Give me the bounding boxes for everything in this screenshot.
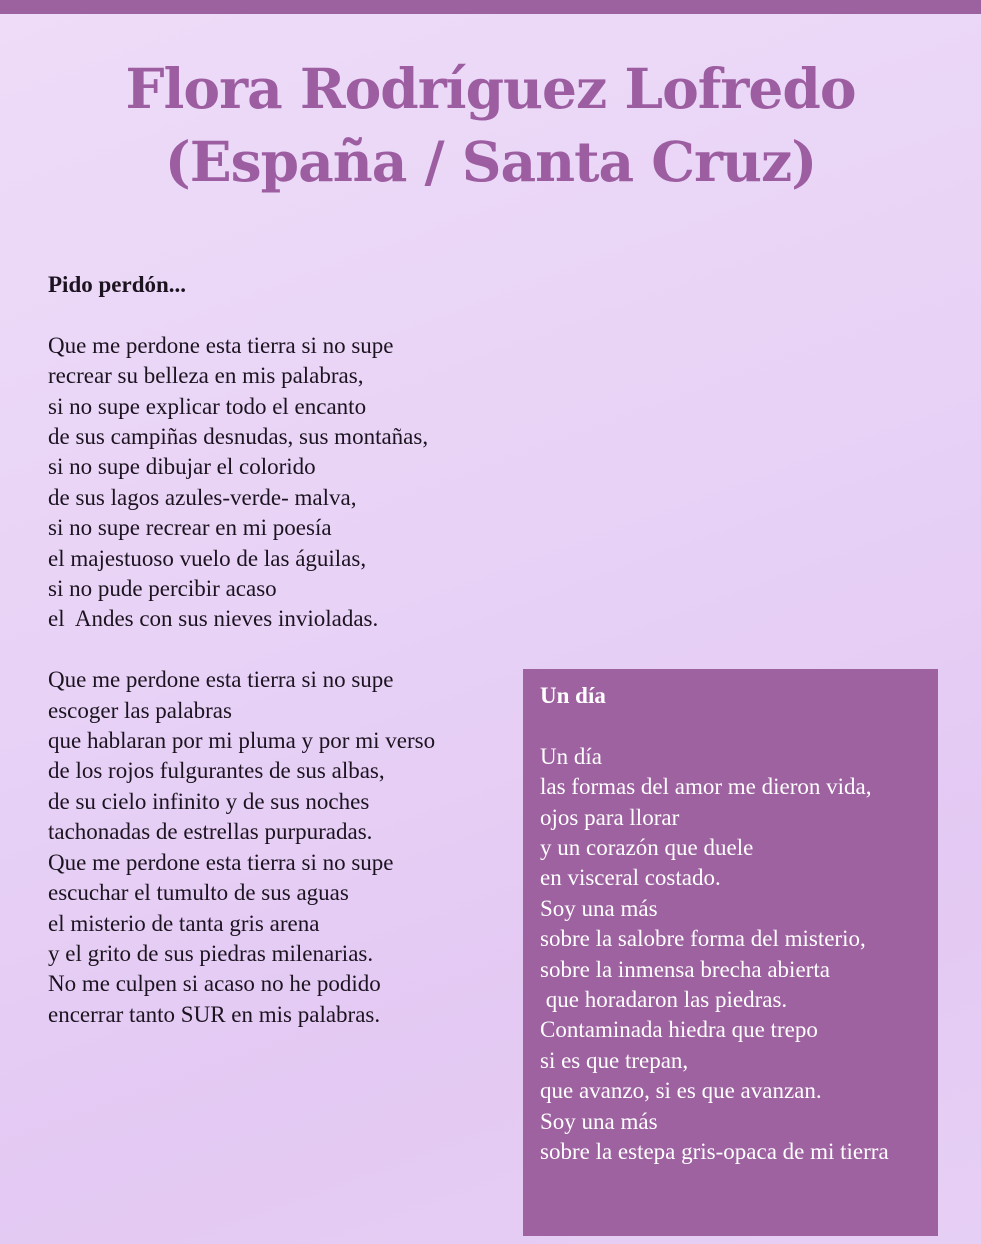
- stanza-gap: [48, 635, 518, 665]
- poem-line: No me culpen si acaso no he podido: [48, 971, 381, 997]
- poem-line: sobre la estepa gris-opaca de mi tierra: [540, 1139, 889, 1165]
- stanza-1: [48, 331, 518, 635]
- poem-line: de sus campiñas desnudas, sus montañas,: [48, 424, 429, 450]
- page-title: [0, 52, 981, 198]
- poem-line: si no supe dibujar el colorido: [48, 454, 316, 480]
- poem-line: Soy una más: [540, 895, 658, 921]
- poem-line: tachonadas de estrellas purpuradas.: [48, 819, 373, 845]
- title-line-origin: (España / Santa Cruz): [164, 129, 817, 194]
- poem-line: y el grito de sus piedras milenarias.: [48, 940, 374, 966]
- poem-line: escoger las palabras: [48, 697, 232, 723]
- poem-line: encerrar tanto SUR en mis palabras.: [48, 1001, 381, 1027]
- poem-un-dia-box: [523, 669, 938, 1236]
- poem-line: si no supe explicar todo el encanto: [48, 393, 367, 419]
- poem-line: Que me perdone esta tierra si no supe: [48, 332, 394, 358]
- poem-pido-perdon: [48, 270, 518, 1030]
- poem-line: de los rojos fulgurantes de sus albas,: [48, 758, 385, 784]
- poem-line: que horadaron las piedras.: [540, 987, 788, 1013]
- poem-line: de sus lagos azules-verde- malva,: [48, 484, 357, 510]
- poem-line: recrear su belleza en mis palabras,: [48, 363, 364, 389]
- poem-line: que hablaran por mi pluma y por mi verso: [48, 728, 436, 754]
- poem-line: de su cielo infinito y de sus noches: [48, 788, 370, 814]
- poem-line: las formas del amor me dieron vida,: [540, 774, 872, 800]
- poem-line: Soy una más: [540, 1108, 658, 1134]
- poem-line: Que me perdone esta tierra si no supe: [48, 667, 394, 693]
- poem-line: si no supe recrear en mi poesía: [48, 515, 332, 541]
- stanza-2: [48, 665, 518, 1030]
- poem-line: escuchar el tumulto de sus aguas: [48, 880, 349, 906]
- poem-line: si no pude percibir acaso: [48, 576, 277, 602]
- poem-line: que avanzo, si es que avanzan.: [540, 1078, 822, 1104]
- poem-line: y un corazón que duele: [540, 835, 754, 861]
- poem-line: si es que trepan,: [540, 1047, 689, 1073]
- poem-title: Pido perdón...: [48, 272, 187, 297]
- stanza-gap: [540, 711, 938, 741]
- stanza-gap: [48, 300, 518, 330]
- poem-line: Contaminada hiedra que trepo: [540, 1017, 818, 1043]
- poem-line: el misterio de tanta gris arena: [48, 910, 320, 936]
- poem-line: sobre la inmensa brecha abierta: [540, 956, 830, 982]
- poem-line: el Andes con sus nieves invioladas.: [48, 606, 379, 632]
- poem-line: el majestuoso vuelo de las águilas,: [48, 545, 367, 571]
- poem-line: sobre la salobre forma del misterio,: [540, 926, 866, 952]
- top-accent-bar: [0, 0, 981, 14]
- poem-line: Un día: [540, 743, 602, 769]
- poem-line: Que me perdone esta tierra si no supe: [48, 849, 394, 875]
- title-line-name: Flora Rodríguez Lofredo: [125, 56, 856, 121]
- poem-line: en visceral costado.: [540, 865, 721, 891]
- poem-title: Un día: [540, 683, 606, 708]
- poem-line: ojos para llorar: [540, 804, 680, 830]
